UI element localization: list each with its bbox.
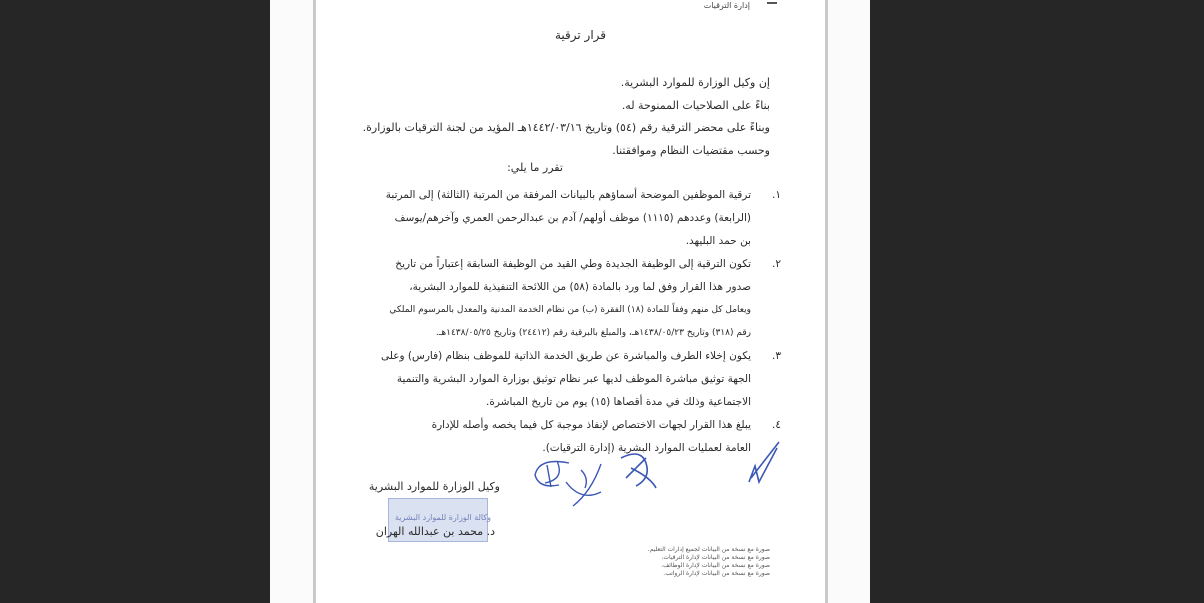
- item-line: ويعامل كل منهم وفقاً للمادة (١٨) الفقرة (ب) من نظام الخدمة المدنية والمعدل بالمرسوم الملكي: [389, 305, 751, 315]
- copy-line: صورة مع نسخة من البيانات لإدارة الوظائف.: [661, 562, 770, 569]
- item-number: ١.: [772, 189, 781, 201]
- item-line: يكون إخلاء الطرف والمباشرة عن طريق الخدمة الذاتية للموظف بنظام (فارس) وعلى: [381, 350, 751, 362]
- signature-1: [741, 438, 786, 488]
- document-page: [313, 0, 828, 603]
- stamp-text: وكالة الوزارة للموارد البشرية: [395, 513, 492, 522]
- decision-item-4: [371, 414, 781, 460]
- intro-line-2: بناءً على الصلاحيات الممنوحة له.: [621, 99, 770, 112]
- intro-line-4: وحسب مقتضيات النظام وموافقتنا.: [612, 144, 770, 157]
- intro-line-1: إن وكيل الوزارة للموارد البشرية.: [620, 76, 770, 89]
- header-department: إدارة الترقيات: [703, 1, 750, 10]
- item-line: العامة لعمليات الموارد البشرية (إدارة الترقيات).: [542, 442, 751, 454]
- document-title: قرار ترقية: [554, 28, 607, 42]
- copy-line: صورة مع نسخة من البيانات لجميع إدارات التعليم.: [647, 546, 770, 553]
- item-line: بن حمد البليهد.: [685, 235, 751, 247]
- copy-line: صورة مع نسخة من البيانات لإدارة الترقيات.: [661, 554, 770, 561]
- signer-title: وكيل الوزارة للموارد البشرية: [368, 480, 500, 493]
- signature-4: [529, 455, 574, 495]
- item-number: ٢.: [772, 258, 781, 270]
- item-line: (الرابعة) وعددهم (١١١٥) موظف أولهم/ آدم بن عبدالرحمن العمري وآخرهم/يوسف: [394, 212, 751, 224]
- item-line: رقم (٣١٨) وتاريخ ١٤٣٨/٠٥/٢٣هـ، والمبلغ بالبرقية رقم (٢٤٤١٢) وتاريخ ١٤٣٨/٠٥/٢٥هـ.: [435, 328, 751, 338]
- item-line: صدور هذا القرار وفق لما ورد بالمادة (٥٨) من اللائحة التنفيذية للموارد البشرية،: [409, 281, 751, 293]
- decision-heading: تقرر ما يلي:: [507, 161, 563, 174]
- header-mark: [767, 0, 777, 4]
- decision-item-3: [371, 345, 781, 414]
- item-line: الاجتماعية وذلك في مدة أقصاها (١٥) يوم من تاريخ المباشرة.: [486, 396, 751, 408]
- decision-item-1: [371, 184, 781, 253]
- item-line: الجهة توثيق مباشرة الموظف لديها عبر نظام توثيق بوزارة الموارد البشرية والتنمية: [396, 373, 751, 385]
- item-number: ٤.: [772, 419, 781, 431]
- item-line: ترقية الموظفين الموضحة أسماؤهم بالبيانات المرفقة من المرتبة (الثالثة) إلى المرتبة: [385, 189, 751, 201]
- copies-list: [648, 546, 770, 578]
- item-line: تكون الترقية إلى الوظيفة الجديدة وطي القيد من الوظيفة السابقة إعتباراً من تاريخ: [395, 258, 751, 270]
- decision-item-2: [371, 253, 781, 345]
- decision-items: [371, 184, 781, 460]
- copy-line: صورة مع نسخة من البيانات لإدارة الرواتب.: [663, 570, 770, 577]
- signer-name: د. محمد بن عبدالله الهران: [375, 525, 495, 538]
- item-line: يبلغ هذا القرار لجهات الاختصاص لإنفاذ موجبة كل فيما يخصه وأصله للإدارة: [431, 419, 751, 431]
- signature-2: [616, 448, 661, 493]
- item-number: ٣.: [772, 350, 781, 362]
- intro-line-3: وبناءً على محضر الترقية رقم (٥٤) وتاريخ ١٤٤٢/٠٣/١٦هـ المؤيد من لجنة الترقيات بالوزارة.: [362, 121, 770, 134]
